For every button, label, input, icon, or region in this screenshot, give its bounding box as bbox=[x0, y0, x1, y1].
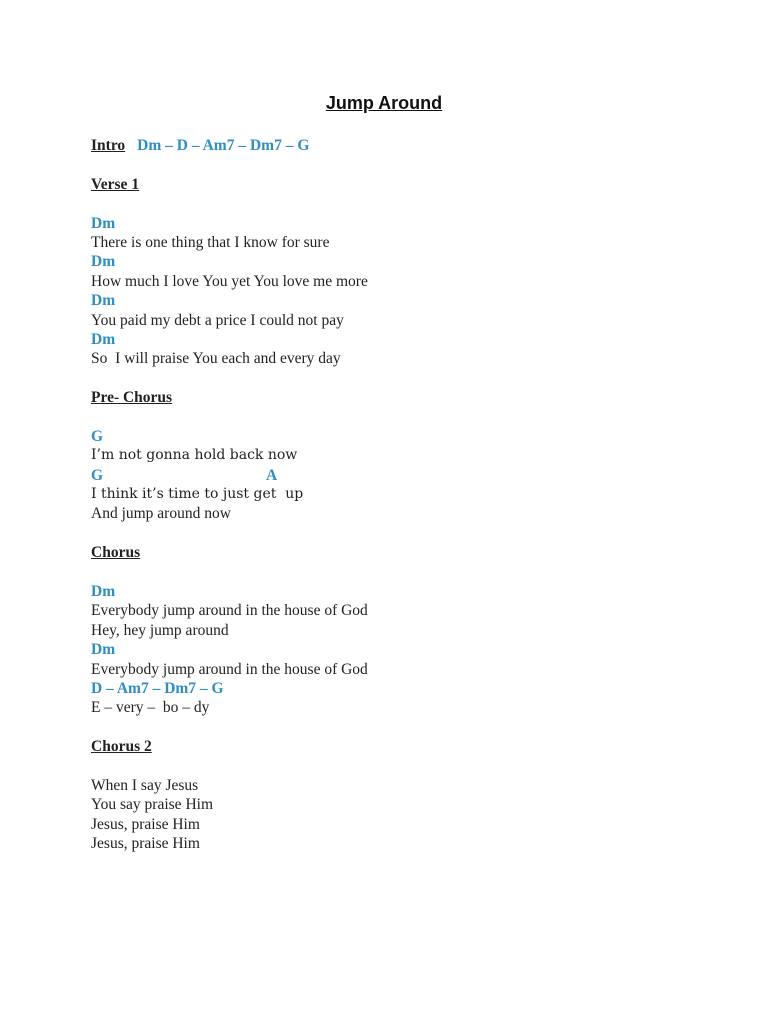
spacer bbox=[91, 369, 711, 388]
intro-line bbox=[91, 136, 711, 155]
chorus2-heading: Chorus 2 bbox=[91, 738, 152, 756]
chorus-lyric-3: Everybody jump around in the house of God bbox=[91, 660, 368, 678]
chorus2-lyric-4: Jesus, praise Him bbox=[91, 835, 200, 853]
prechorus-chord-2: G bbox=[91, 466, 104, 484]
prechorus-chord-3: A bbox=[266, 466, 278, 484]
chorus-heading: Chorus bbox=[91, 544, 141, 562]
chorus2-lyric-1: When I say Jesus bbox=[91, 776, 199, 794]
intro-chords: Dm – D – Am7 – Dm7 – G bbox=[137, 137, 310, 154]
chorus-lyric-4: E – very – bo – dy bbox=[91, 699, 210, 717]
song-title: Jump Around bbox=[325, 93, 443, 113]
prechorus-lyric-3: And jump around now bbox=[91, 505, 231, 523]
verse1-lyric-1: There is one thing that I know for sure bbox=[91, 233, 330, 251]
prechorus-lyric-1: I’m not gonna hold back now bbox=[91, 447, 298, 464]
chorus-chord-1: Dm bbox=[91, 582, 116, 600]
spacer bbox=[91, 155, 711, 174]
verse1-lyric-3: You paid my debt a price I could not pay bbox=[91, 311, 344, 329]
chorus-chord-3: D – Am7 – Dm7 – G bbox=[91, 679, 224, 697]
chorus-lyric-2: Hey, hey jump around bbox=[91, 621, 229, 639]
spacer bbox=[91, 718, 711, 737]
prechorus-heading: Pre- Chorus bbox=[91, 389, 173, 407]
verse1-chord-2: Dm bbox=[91, 253, 116, 271]
spacer bbox=[91, 524, 711, 543]
spacer bbox=[91, 757, 711, 776]
verse1-chord-4: Dm bbox=[91, 330, 116, 348]
verse1-lyric-4: So I will praise You each and every day bbox=[91, 350, 341, 368]
song-content bbox=[91, 136, 711, 853]
chorus-chord-2: Dm bbox=[91, 641, 116, 659]
verse1-heading: Verse 1 bbox=[91, 175, 140, 193]
verse1-chord-3: Dm bbox=[91, 292, 116, 310]
spacer bbox=[91, 194, 711, 213]
prechorus-chord-1: G bbox=[91, 427, 104, 445]
verse1-lyric-2: How much I love You yet You love me more bbox=[91, 272, 368, 290]
spacer bbox=[91, 563, 711, 582]
spacer bbox=[91, 407, 711, 426]
chorus-lyric-1: Everybody jump around in the house of God bbox=[91, 602, 368, 620]
prechorus-chord-line-2 bbox=[91, 466, 711, 485]
intro-label: Intro bbox=[91, 137, 126, 154]
verse1-chord-1: Dm bbox=[91, 214, 116, 232]
prechorus-lyric-2: I think it’s time to just get up bbox=[91, 486, 304, 503]
chorus2-lyric-2: You say praise Him bbox=[91, 796, 213, 814]
chorus2-lyric-3: Jesus, praise Him bbox=[91, 815, 200, 833]
